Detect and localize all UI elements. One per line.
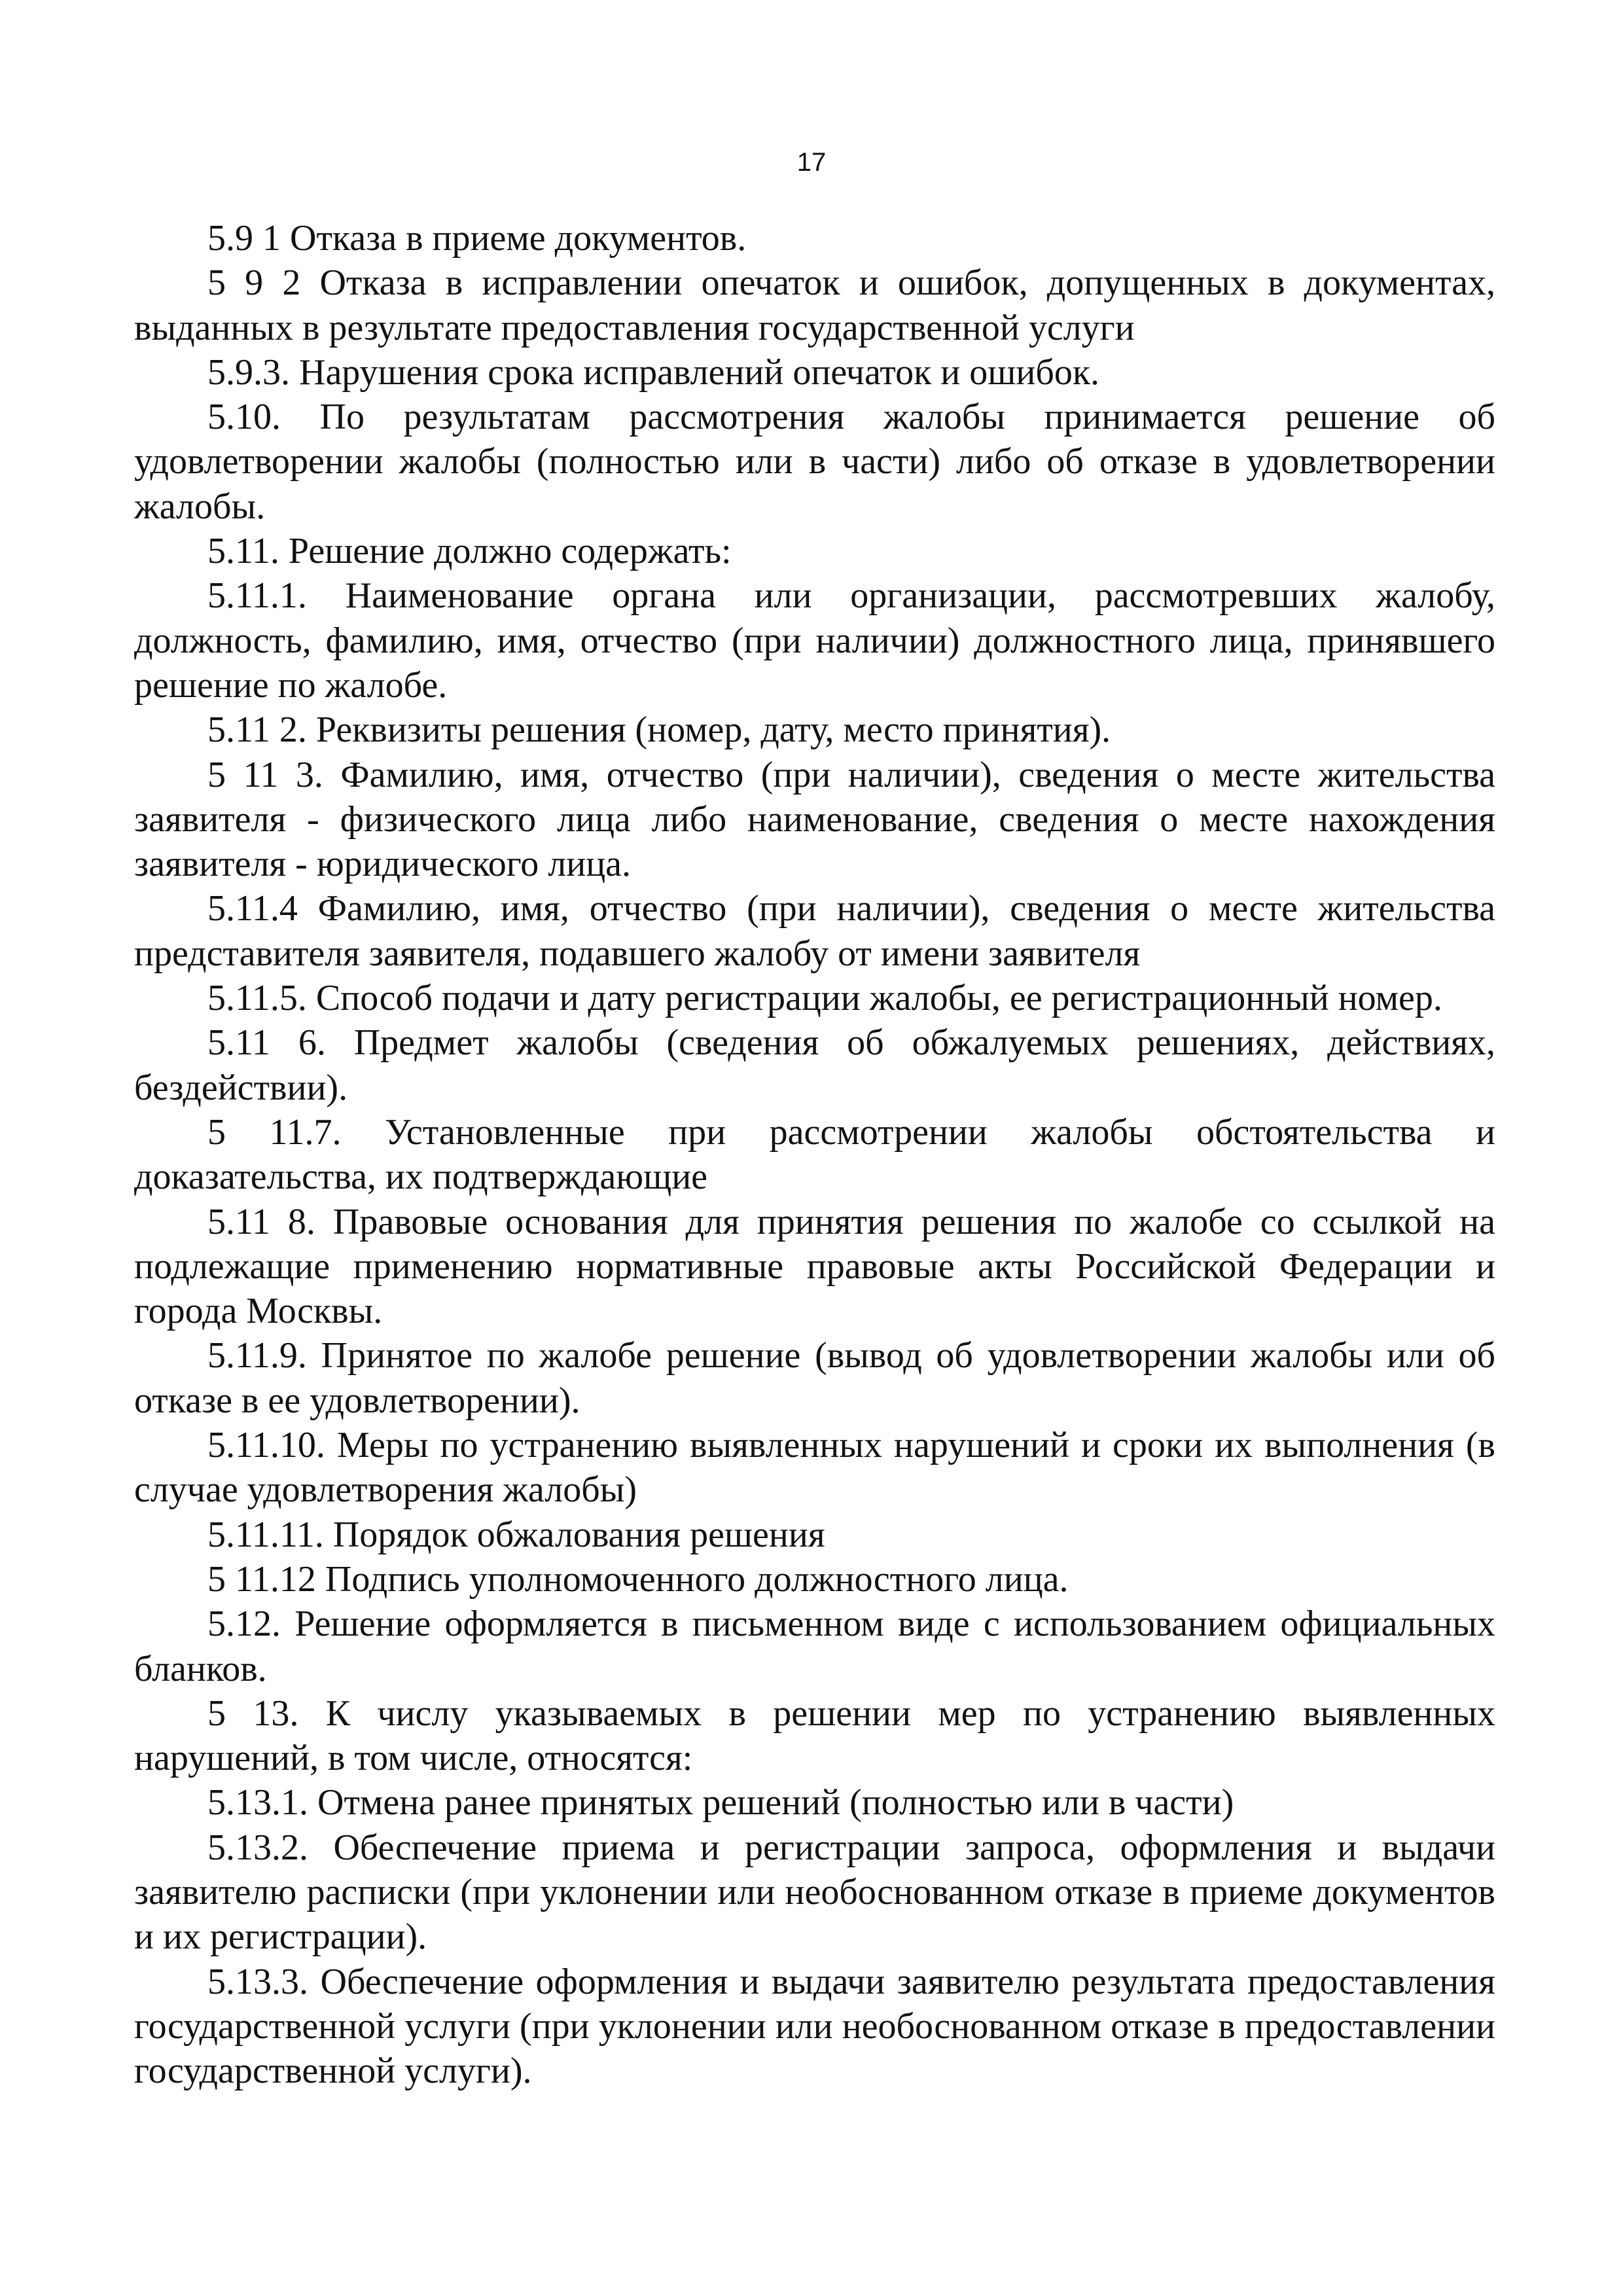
paragraph-5-11: 5.11. Решение должно содержать: — [207, 531, 732, 572]
document-body — [134, 216, 1495, 2093]
paragraph-5-11-6: 5.11 6. Предмет жалобы (сведения об обжалуемых решениях, действиях, бездействии). — [134, 1022, 1495, 1108]
paragraph-5-11-8: 5.11 8. Правовые основания для принятия решения по жалобе со ссылкой на подлежащие применению нормативные правовые акты Российской Федерации и города Москвы. — [134, 1201, 1495, 1332]
paragraph-5-11-7: 5 11.7. Установленные при рассмотрении жалобы обстоятельства и доказательства, их подтверждающие — [134, 1111, 1495, 1198]
paragraph-5-11-1: 5.11.1. Наименование органа или организации, рассмотревших жалобу, должность, фамилию, имя, отчество (при наличии) должностного лица, принявшего решение по жалобе. — [134, 575, 1495, 706]
paragraph-5-11-5: 5.11.5. Способ подачи и дату регистрации жалобы, ее регистрационный номер. — [207, 978, 1442, 1019]
paragraph-5-11-9: 5.11.9. Принятое по жалобе решение (вывод об удовлетворении жалобы или об отказе в ее удовлетворении). — [134, 1335, 1495, 1421]
paragraph-5-13-3: 5.13.3. Обеспечение оформления и выдачи заявителю результата предоставления государственной услуги (при уклонении или необоснованном отказе в предоставлении государственной услуги). — [134, 1961, 1495, 2092]
paragraph-5-13-1: 5.13.1. Отмена ранее принятых решений (полностью или в части) — [207, 1782, 1234, 1823]
paragraph-5-11-3: 5 11 3. Фамилию, имя, отчество (при наличии), сведения о месте жительства заявителя - физического лица либо наименование, сведения о месте нахождения заявителя - юридического лица. — [134, 754, 1495, 885]
paragraph-5-13: 5 13. К числу указываемых в решении мер по устранению выявленных нарушений, в том числе, относятся: — [134, 1693, 1495, 1779]
paragraph-5-11-4: 5.11.4 Фамилию, имя, отчество (при наличии), сведения о месте жительства представителя заявителя, подавшего жалобу от имени заявителя — [134, 888, 1495, 974]
paragraph-5-11-10: 5.11.10. Меры по устранению выявленных нарушений и сроки их выполнения (в случае удовлетворения жалобы) — [134, 1425, 1495, 1511]
page-number: 17 — [796, 148, 827, 177]
paragraph-5-11-12: 5 11.12 Подпись уполномоченного должностного лица. — [207, 1558, 1069, 1600]
paragraph-5-13-2: 5.13.2. Обеспечение приема и регистрации запроса, оформления и выдачи заявителю расписки (при уклонении или необоснованном отказе в приеме документов и их регистрации). — [134, 1827, 1495, 1958]
paragraph-5-11-2: 5.11 2. Реквизиты решения (номер, дату, место принятия). — [207, 709, 1111, 751]
paragraph-5-9-1: 5.9 1 Отказа в приеме документов. — [207, 218, 747, 259]
paragraph-5-9-2: 5 9 2 Отказа в исправлении опечаток и ошибок, допущенных в документах, выданных в результате предоставления государственной услуги — [134, 262, 1495, 348]
paragraph-5-11-11: 5.11.11. Порядок обжалования решения — [207, 1514, 825, 1555]
paragraph-5-10: 5.10. По результатам рассмотрения жалобы принимается решение об удовлетворении жалобы (полностью или в части) либо об отказе в удовлетворении жалобы. — [134, 397, 1495, 527]
paragraph-5-9-3: 5.9.3. Нарушения срока исправлений опечаток и ошибок. — [207, 351, 1100, 393]
paragraph-5-12: 5.12. Решение оформляется в письменном виде с использованием официальных бланков. — [134, 1604, 1495, 1689]
